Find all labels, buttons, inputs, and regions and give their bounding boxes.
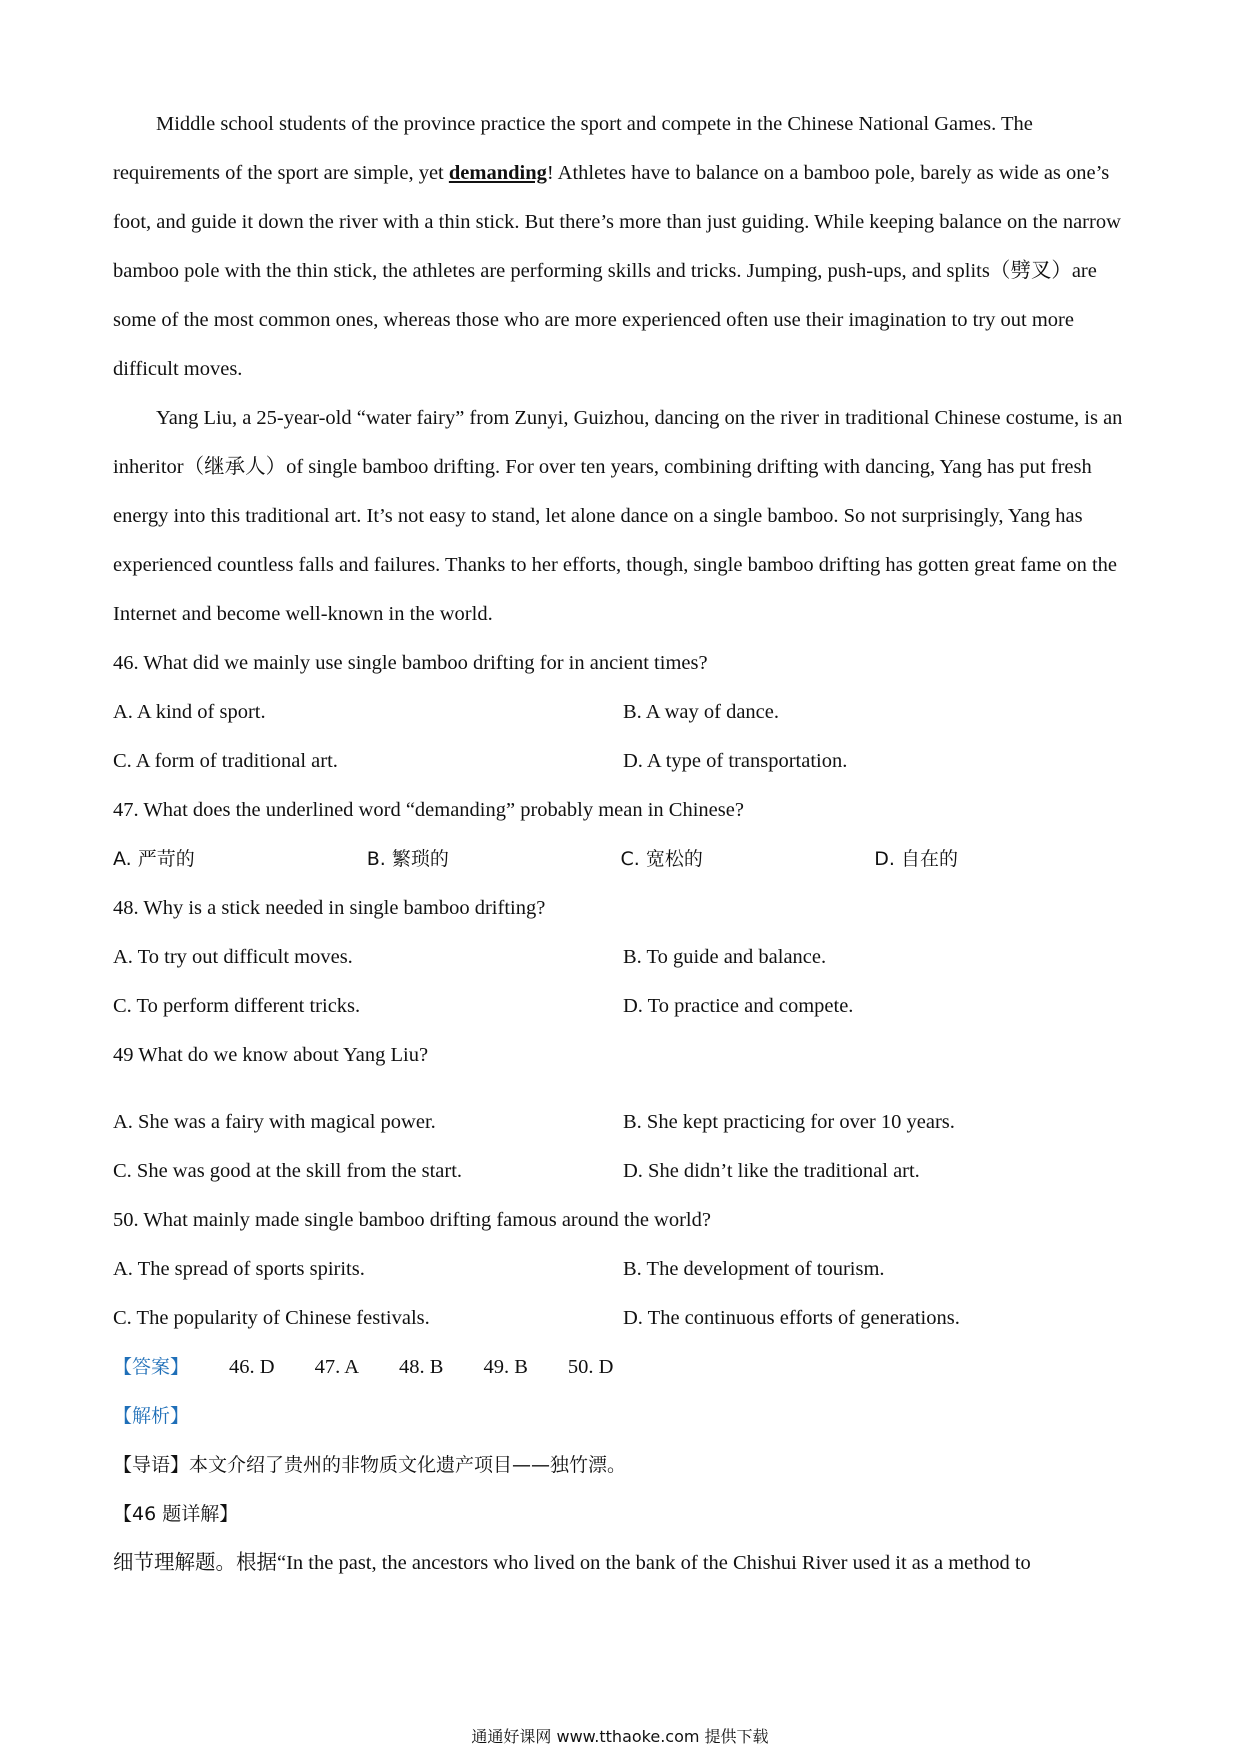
option-b: B. To guide and balance. — [623, 946, 827, 968]
option-a: A. To try out difficult moves. — [113, 946, 353, 968]
option-a: A. She was a fairy with magical power. — [113, 1111, 436, 1133]
option-b: B. She kept practicing for over 10 years. — [623, 1111, 955, 1133]
option-a: A. 严苛的 — [113, 848, 195, 870]
option-d: D. A type of transportation. — [623, 750, 848, 772]
option-c: C. The popularity of Chinese festivals. — [113, 1307, 430, 1329]
passage-text: Middle school students of the province practice the sport and compete in the Chinese National Games. The requirements of the sport are simple, yet — [113, 113, 1033, 184]
option-d: D. 自在的 — [874, 848, 958, 870]
guide-text: 本文介绍了贵州的非物质文化遗产项目——独竹漂。 — [189, 1454, 627, 1476]
option-c: C. She was good at the skill from the start. — [113, 1160, 463, 1182]
underlined-word: demanding — [448, 162, 547, 184]
question-50-options — [113, 1294, 1128, 1343]
answer-value: 47. A — [314, 1356, 360, 1378]
question-49-options — [113, 1147, 1128, 1196]
question-47-options — [113, 835, 1128, 884]
question-50-options — [113, 1245, 1128, 1294]
answer-line — [113, 1343, 1128, 1392]
question-48-options — [113, 933, 1128, 982]
question-49-stem: 49 What do we know about Yang Liu? — [113, 1044, 429, 1066]
document-page — [113, 100, 1128, 1588]
spacer — [113, 1080, 1128, 1098]
question-46-stem: 46. What did we mainly use single bamboo drifting for in ancient times? — [113, 652, 708, 674]
passage-paragraph-2: Yang Liu, a 25-year-old “water fairy” from Zunyi, Guizhou, dancing on the river in traditional Chinese costume, is an inheritor（继承人）of single bamboo drifting. For over ten years, combining drifting with dancing, Yang has put fresh energy into this traditional art. It’s not easy to stand, let alone dance on a single bamboo. So not surprisingly, Yang has experienced countless falls and failures. Thanks to her efforts, though, single bamboo drifting has gotten great fame on the Internet and become well-known in the world. — [113, 407, 1123, 625]
question-46-options — [113, 688, 1128, 737]
option-c: C. 宽松的 — [620, 848, 703, 870]
question-48-stem: 48. Why is a stick needed in single bamboo drifting? — [113, 897, 546, 919]
question-49-options — [113, 1098, 1128, 1147]
detail-46-text: 细节理解题。根据“In the past, the ancestors who lived on the bank of the Chishui River used it as a method to — [113, 1552, 1031, 1574]
option-d: D. The continuous efforts of generations. — [623, 1307, 960, 1329]
question-46-options — [113, 737, 1128, 786]
answer-label: 【答案】 — [113, 1356, 190, 1378]
question-50-stem: 50. What mainly made single bamboo drifting famous around the world? — [113, 1209, 711, 1231]
guide-label: 【导语】 — [113, 1454, 190, 1476]
question-47-stem: 47. What does the underlined word “demanding” probably mean in Chinese? — [113, 799, 744, 821]
option-a: A. A kind of sport. — [113, 701, 266, 723]
option-c: C. To perform different tricks. — [113, 995, 361, 1017]
passage-text: ! Athletes have to balance on a bamboo pole, barely as wide as one’s foot, and guide it down the river with a thin stick. But there’s more than just guiding. While keeping balance on the narrow bamboo pole with the thin stick, the athletes are performing skills and tricks. Jumping, push-ups, and splits（劈叉）are some of the most common ones, whereas those who are more experienced often use their imagination to try out more difficult moves. — [113, 162, 1121, 380]
answer-value: 50. D — [567, 1356, 614, 1378]
option-c: C. A form of traditional art. — [113, 750, 338, 772]
guide-line — [113, 1441, 1128, 1490]
detail-46-label: 【46 题详解】 — [113, 1503, 239, 1525]
answer-value: 46. D — [229, 1356, 275, 1378]
option-d: D. She didn’t like the traditional art. — [623, 1160, 920, 1182]
answer-value: 48. B — [399, 1356, 444, 1378]
option-a: A. The spread of sports spirits. — [113, 1258, 365, 1280]
option-b: B. A way of dance. — [623, 701, 779, 723]
option-d: D. To practice and compete. — [623, 995, 854, 1017]
passage-paragraph-1 — [113, 100, 1128, 394]
analysis-label: 【解析】 — [113, 1405, 190, 1427]
option-b: B. The development of tourism. — [623, 1258, 885, 1280]
page-footer: 通通好课网 www.tthaoke.com 提供下载 — [471, 1727, 769, 1746]
question-48-options — [113, 982, 1128, 1031]
option-b: B. 繁琐的 — [366, 848, 449, 870]
answer-value: 49. B — [483, 1356, 528, 1378]
